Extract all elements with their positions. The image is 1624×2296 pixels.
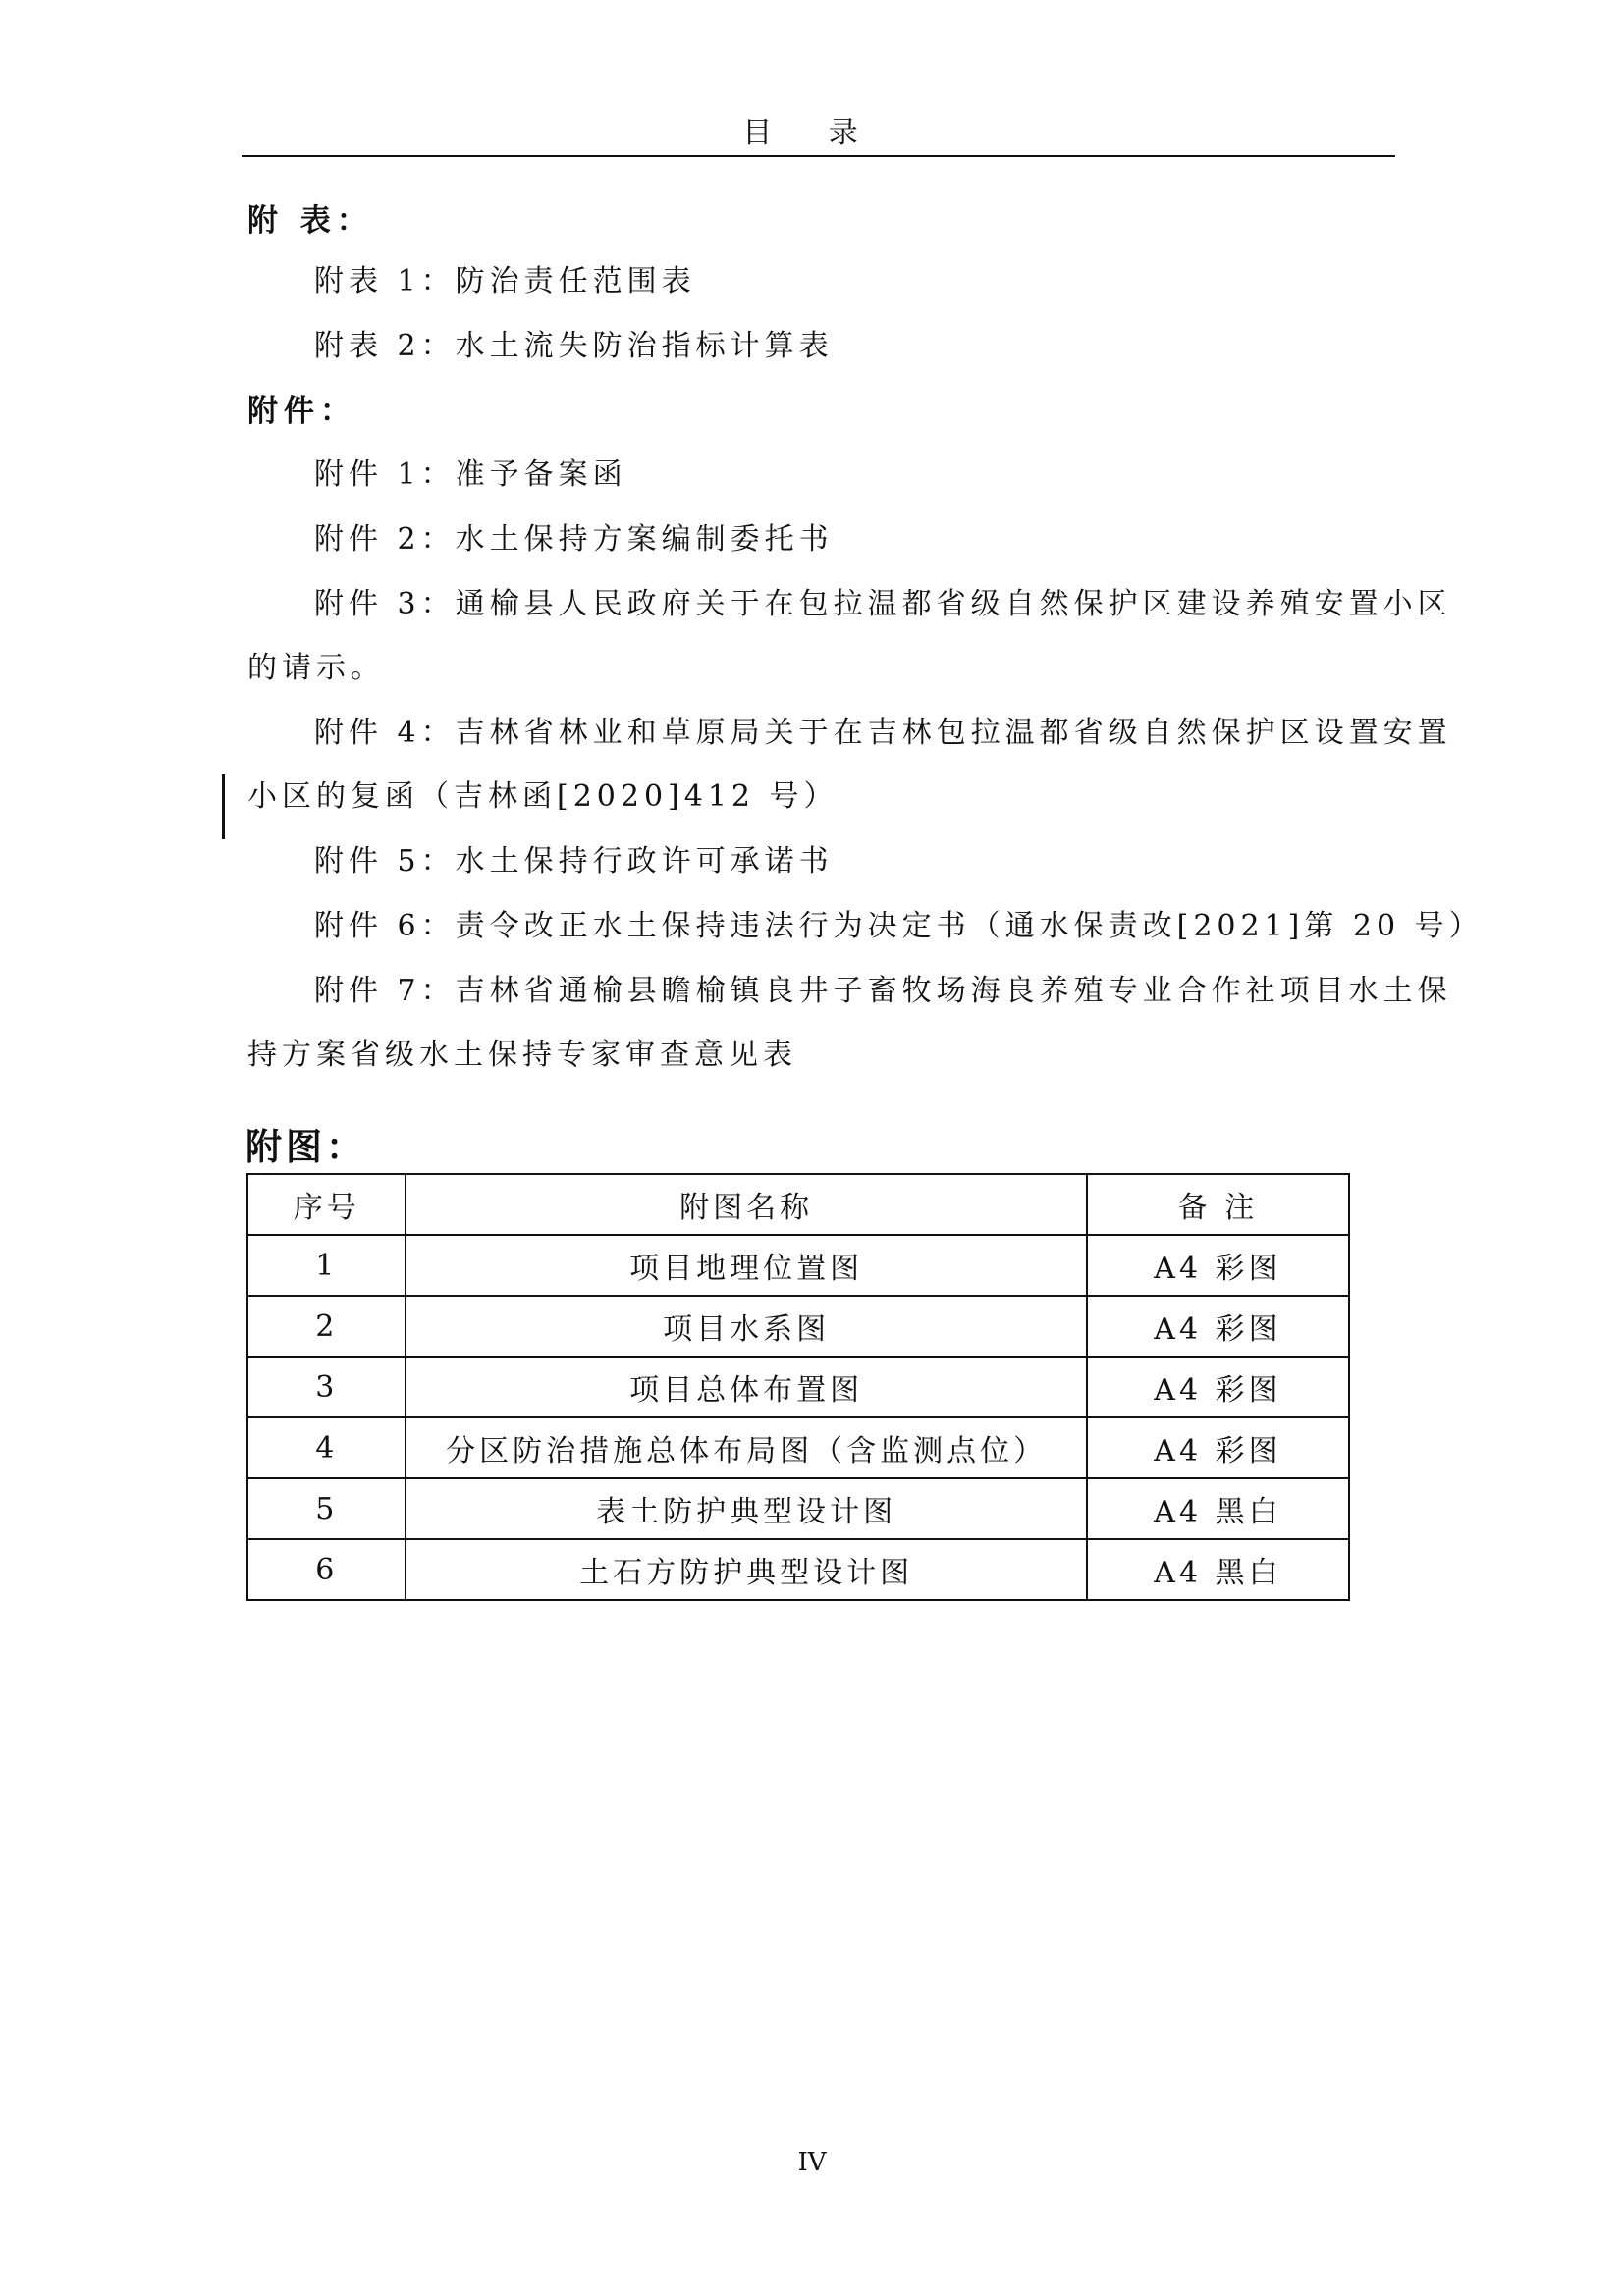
table-row — [247, 1478, 1349, 1539]
column-header-figure-name: 附图名称 — [406, 1174, 1086, 1235]
table-row — [247, 1235, 1349, 1296]
row-serial: 4 — [247, 1417, 406, 1478]
attachment-line-4: 附件 4：吉林省林业和草原局关于在吉林包拉温都省级自然保护区设置安置 — [314, 716, 1452, 750]
row-remark: A4 彩图 — [1087, 1417, 1349, 1478]
row-serial: 3 — [247, 1357, 406, 1417]
row-figure-name: 项目水系图 — [406, 1296, 1086, 1357]
appendix-table-item-2: 附表 2：水土流失防治指标计算表 — [314, 329, 834, 363]
column-header-remark: 备 注 — [1087, 1174, 1349, 1235]
column-header-serial: 序号 — [247, 1174, 406, 1235]
table-row — [247, 1539, 1349, 1600]
attachment-line-1: 附件 1：准予备案函 — [314, 457, 627, 492]
table-header-row — [247, 1174, 1349, 1235]
row-serial: 2 — [247, 1296, 406, 1357]
figures-table — [246, 1173, 1350, 1601]
row-remark: A4 黑白 — [1087, 1478, 1349, 1539]
attachment-line-2: 附件 2：水土保持方案编制委托书 — [314, 522, 834, 557]
attachments-heading: 附件： — [247, 394, 356, 429]
row-serial: 5 — [247, 1478, 406, 1539]
table-row — [247, 1417, 1349, 1478]
row-figure-name: 项目地理位置图 — [406, 1235, 1086, 1296]
attachment-line-5: 附件 5：水土保持行政许可承诺书 — [314, 844, 834, 879]
attachment-line-3-cont: 的请示。 — [247, 651, 385, 685]
header-rule — [242, 155, 1395, 157]
page-header-title: 目 录 — [742, 116, 882, 150]
page-number: IV — [797, 2148, 827, 2177]
table-row — [247, 1296, 1349, 1357]
row-figure-name: 项目总体布置图 — [406, 1357, 1086, 1417]
appendix-table-item-1: 附表 1：防治责任范围表 — [314, 264, 696, 298]
row-remark: A4 彩图 — [1087, 1357, 1349, 1417]
appendix-tables-heading: 附 表： — [247, 203, 373, 239]
change-bar — [222, 774, 225, 839]
row-figure-name: 分区防治措施总体布局图（含监测点位） — [406, 1417, 1086, 1478]
figures-heading: 附图： — [245, 1125, 366, 1168]
row-serial: 1 — [247, 1235, 406, 1296]
row-figure-name: 土石方防护典型设计图 — [406, 1539, 1086, 1600]
attachment-line-6: 附件 6：责令改正水土保持违法行为决定书（通水保责改[2021]第 20 号） — [314, 909, 1484, 943]
row-serial: 6 — [247, 1539, 406, 1600]
attachment-line-3: 附件 3：通榆县人民政府关于在包拉温都省级自然保护区建设养殖安置小区 — [314, 587, 1452, 621]
row-remark: A4 彩图 — [1087, 1296, 1349, 1357]
row-remark: A4 彩图 — [1087, 1235, 1349, 1296]
row-remark: A4 黑白 — [1087, 1539, 1349, 1600]
table-row — [247, 1357, 1349, 1417]
row-figure-name: 表土防护典型设计图 — [406, 1478, 1086, 1539]
attachment-line-7: 附件 7：吉林省通榆县瞻榆镇良井子畜牧场海良养殖专业合作社项目水土保 — [314, 974, 1452, 1008]
attachment-line-4-cont: 小区的复函（吉林函[2020]412 号） — [247, 779, 839, 814]
attachment-line-7-cont: 持方案省级水土保持专家审查意见表 — [247, 1038, 797, 1072]
